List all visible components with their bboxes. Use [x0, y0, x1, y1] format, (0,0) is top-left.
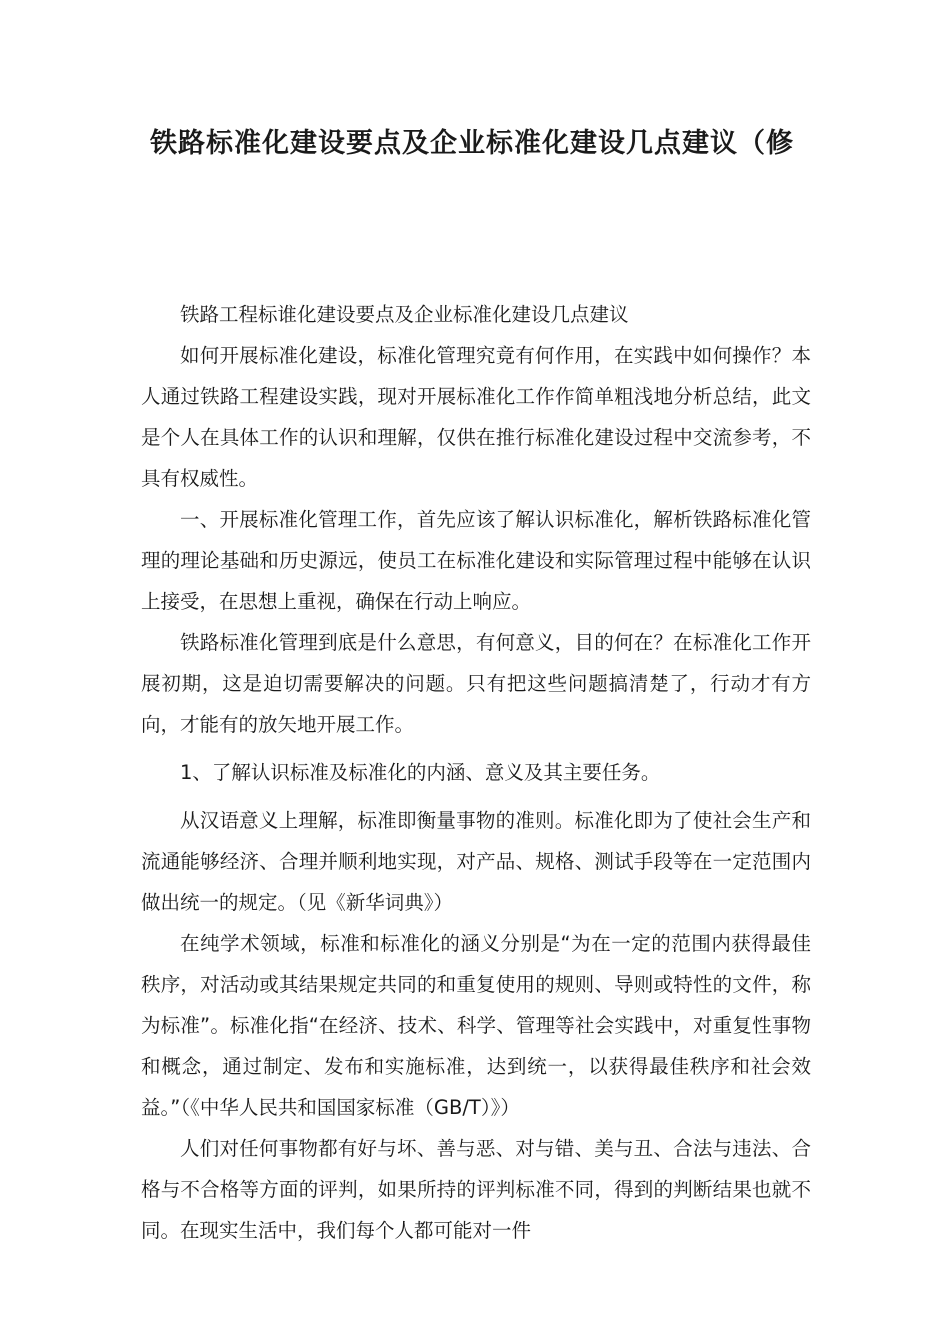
- paragraph-subheading-1: 1、了解认识标准及标准化的内涵、意义及其主要任务。: [180, 761, 661, 784]
- paragraph-section-one: 一、开展标准化管理工作，首先应该了解认识标准化，解析铁路标准化管理的理论基础和历史源远，使员工在标准化建设和实际管理过程中能够在认识上接受，在思想上重视，确保在行动上响应。: [141, 508, 811, 613]
- paragraph-chinese-definition: 从汉语意义上理解，标准即衡量事物的准则。标准化即为了使社会生产和流通能够经济、合理并顺利地实现，对产品、规格、测试手段等在一定范围内做出统一的规定。（见《新华词典》）: [141, 809, 811, 914]
- paragraph-intro: 如何开展标准化建设，标准化管理究竟有何作用，在实践中如何操作？本人通过铁路工程建设实践，现对开展标准化工作作简单粗浅地分析总结，此文是个人在具体工作的认识和理解，仅供在推行标准化建设过程中交流参考，不具有权威性。: [141, 344, 811, 490]
- paragraph-academic-definition: 在纯学术领域，标准和标准化的涵义分别是“为在一定的范围内获得最佳秩序，对活动或其结果规定共同的和重复使用的规则、导则或特性的文件，称为标准”。标准化指“在经济、技术、科学、管理等社会实践中，对重复性事物和概念，通过制定、发布和实施标准，达到统一，以获得最佳秩序和社会效益。”（《中华人民共和国国家标准（GB/T）》）: [141, 932, 811, 1119]
- paragraph-meaning-question: 铁路标准化管理到底是什么意思，有何意义，目的何在？在标准化工作开展初期，这是迫切需要解决的问题。只有把这些问题搞清楚了，行动才有方向，才能有的放矢地开展工作。: [141, 631, 811, 736]
- document-body: [141, 294, 811, 1251]
- paragraph-judgement: 人们对任何事物都有好与坏、善与恶、对与错、美与丑、合法与违法、合格与不合格等方面的评判，如果所持的评判标准不同，得到的判断结果也就不同。在现实生活中，我们每个人都可能对一件: [141, 1137, 811, 1242]
- paragraph-subtitle: 铁路工程标谁化建设要点及企业标准化建设几点建议: [180, 303, 629, 326]
- document-title: 铁路标准化建设要点及企业标准化建设几点建议（修: [150, 128, 794, 159]
